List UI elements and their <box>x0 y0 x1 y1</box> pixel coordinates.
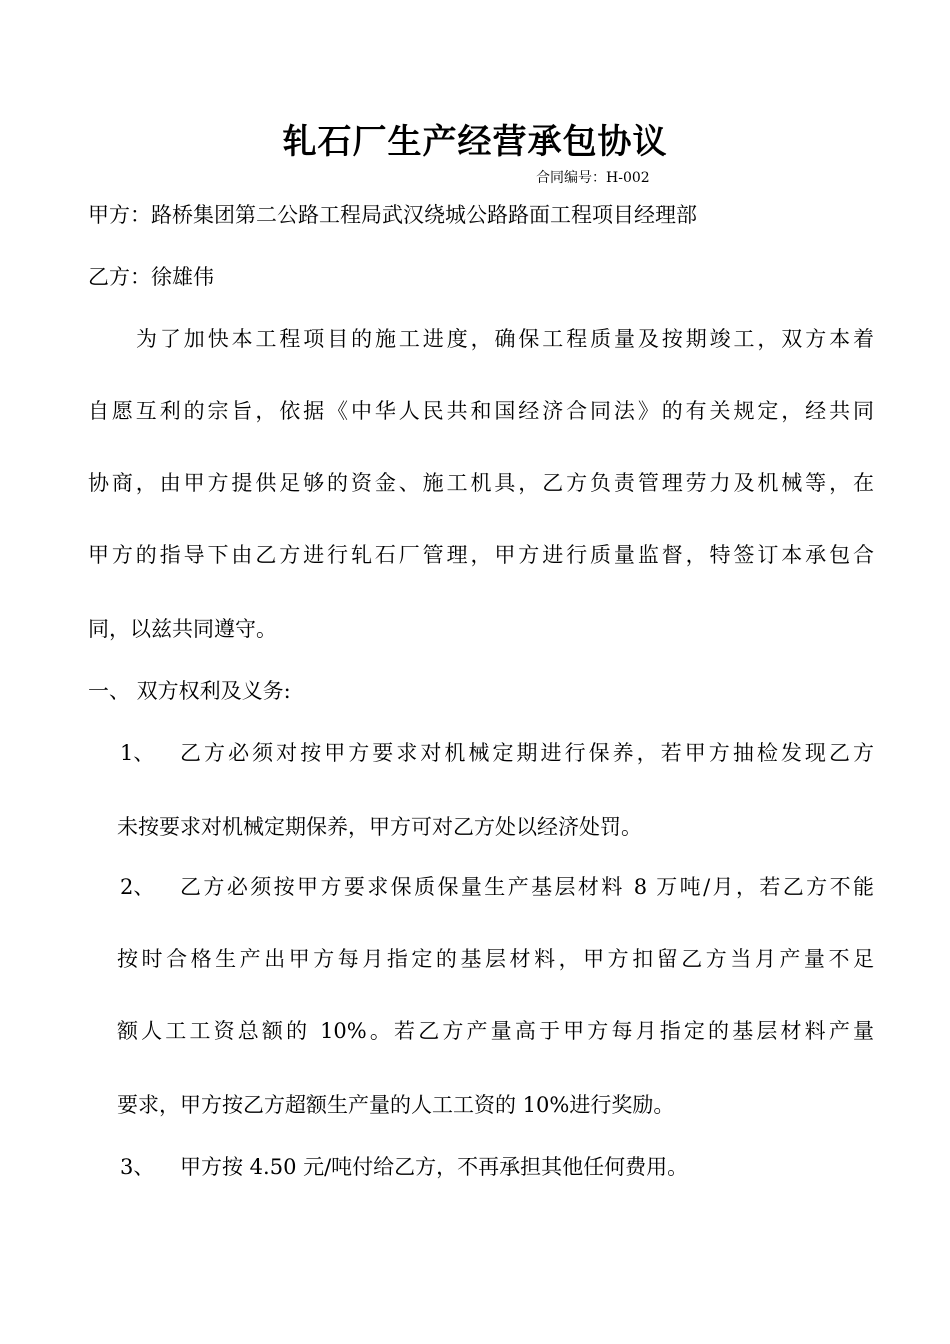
contract-number: 合同编号：H-002 <box>536 170 650 186</box>
intro-line: 甲方的指导下由乙方进行轧石厂管理，甲方进行质量监督，特签订本承包合 <box>88 543 874 567</box>
party-a: 甲方：路桥集团第二公路工程局武汉绕城公路路面工程项目经理部 <box>88 203 697 227</box>
item-line: 甲方按 4.50 元/吨付给乙方，不再承担其他任何费用。 <box>180 1155 689 1179</box>
party-b: 乙方：徐雄伟 <box>88 265 214 289</box>
item-number: 3、 <box>120 1155 155 1179</box>
item-line: 乙方必须对按甲方要求对机械定期进行保养，若甲方抽检发现乙方 <box>180 741 874 765</box>
item-line: 按时合格生产出甲方每月指定的基层材料，甲方扣留乙方当月产量不足 <box>117 947 874 971</box>
section-heading: 一、 双方权利及义务: <box>88 679 291 703</box>
item-line: 额人工工资总额的 10%。若乙方产量高于甲方每月指定的基层材料产量 <box>117 1019 874 1043</box>
item-line: 要求，甲方按乙方超额生产量的人工工资的 10%进行奖励。 <box>117 1093 675 1117</box>
item-number: 1、 <box>120 741 155 765</box>
item-line: 未按要求对机械定期保养，甲方可对乙方处以经济处罚。 <box>117 815 642 839</box>
intro-line: 自愿互利的宗旨，依据《中华人民共和国经济合同法》的有关规定，经共同 <box>88 399 874 423</box>
intro-line: 为了加快本工程项目的施工进度，确保工程质量及按期竣工，双方本着 <box>136 327 874 351</box>
item-number: 2、 <box>120 875 155 899</box>
item-line: 乙方必须按甲方要求保质保量生产基层材料 8 万吨/月，若乙方不能 <box>180 875 874 899</box>
intro-line: 同，以兹共同遵守。 <box>88 617 277 641</box>
intro-line: 协商，由甲方提供足够的资金、施工机具，乙方负责管理劳力及机械等，在 <box>88 471 874 495</box>
document-title: 轧石厂生产经营承包协议 <box>282 122 668 162</box>
